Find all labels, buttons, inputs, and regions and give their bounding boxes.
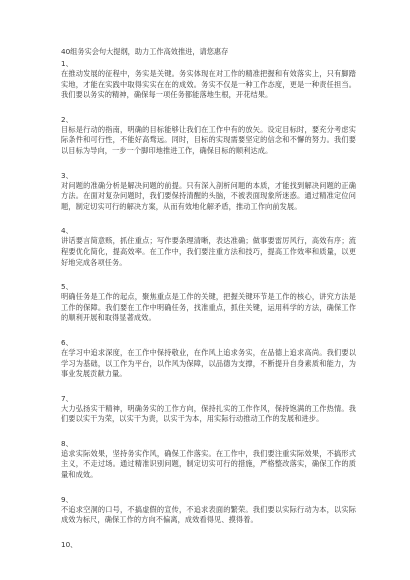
document-title: 40组务实会句大提纲，助力工作高效推进，请您惠存 [61, 47, 229, 56]
item-text: 明确任务是工作的起点，聚焦重点是工作的关键，把握关键环节是工作的核心，讲究方法是工作的保障。我们要在工作中明确任务，找准重点，抓住关键，运用科学的方法，确保工作的顺利开展和取得显著成效。 [61, 292, 356, 323]
list-item [61, 171, 356, 213]
list-item [61, 540, 356, 550]
list-item [61, 59, 356, 101]
item-text: 大力弘扬实干精神，明确务实的工作方向，保持扎实的工作作风，保持饱满的工作热情。我们要以实干为荣，以实干为责，以实干为本，用实际行动推动工作的发展和进步。 [61, 403, 356, 424]
list-item [61, 495, 356, 526]
item-number: 9、 [61, 494, 73, 504]
item-number: 4、 [61, 226, 73, 236]
item-text: 不追求空洞的口号，不搞虚假的宣传，不追求表面的繁荣。我们要以实际行动为本，以实际成效为标尺，确保工作的方向不偏离，成效看得见、摸得着。 [61, 504, 356, 525]
item-text: 讲话要言简意赅，抓住重点；写作要条理清晰，表达准确；做事要雷厉风行，高效有序；流程要优化简化，提高效率。在工作中，我们要注重方法和技巧，提高工作效率和质量，以更好地完成各项任务。 [61, 236, 356, 267]
item-number: 1、 [61, 59, 73, 68]
item-list [61, 59, 356, 550]
list-item [61, 394, 356, 425]
item-text: 追求实际效果，坚持务实作风，确保工作落实。在工作中，我们要注重实际效果，不搞形式主义，不走过场。通过精准识别问题，制定切实可行的措施，严格整改落实，确保工作的质量和成效。 [61, 448, 356, 480]
item-number: 5、 [61, 282, 73, 292]
item-text: 在推动发展的征程中，务实是关键。务实体现在对工作的精准把握和有效落实上，只有脚踏实地，才能在实践中取得实实在在的成效。务实不仅是一种工作态度，更是一种责任担当。我们要以务实的精神，确保每一项任务都能落地生根，开花结果。 [61, 69, 356, 100]
list-item [61, 226, 356, 268]
list-item [61, 115, 356, 157]
list-item [61, 338, 356, 380]
item-number: 3、 [61, 170, 73, 180]
list-item [61, 439, 356, 481]
item-number: 2、 [61, 114, 73, 124]
item-number: 6、 [61, 337, 73, 347]
item-number: 7、 [61, 393, 73, 403]
item-number: 8、 [61, 438, 73, 448]
item-number: 10、 [61, 539, 78, 549]
list-item [61, 282, 356, 324]
item-text: 对问题的准确分析是解决问题的前提。只有深入剖析问题的本质，才能找到解决问题的正确方法。在面对复杂问题时，我们要保持清醒的头脑，不被表面现象所迷惑。通过精准定位问题，制定切实可行的解决方案，从而有效地化解矛盾，推动工作向前发展。 [61, 180, 356, 211]
item-text: 目标是行动的指南，明确的目标能够让我们在工作中有的放矢。设定目标时，要充分考虑实际条件和可行性，不能好高骛远。同时，目标的实现需要坚定的信念和不懈的努力。我们要以目标为导向，一步一个脚印地推进工作，确保目标的顺利达成。 [61, 124, 356, 155]
item-text: 在学习中追求深度，在工作中保持敬业，在作风上追求务实，在品德上追求高尚。我们要以学习为基础，以工作为平台，以作风为保障，以品德为支撑，不断提升自身素质和能力，为事业发展贡献力量。 [61, 347, 356, 379]
